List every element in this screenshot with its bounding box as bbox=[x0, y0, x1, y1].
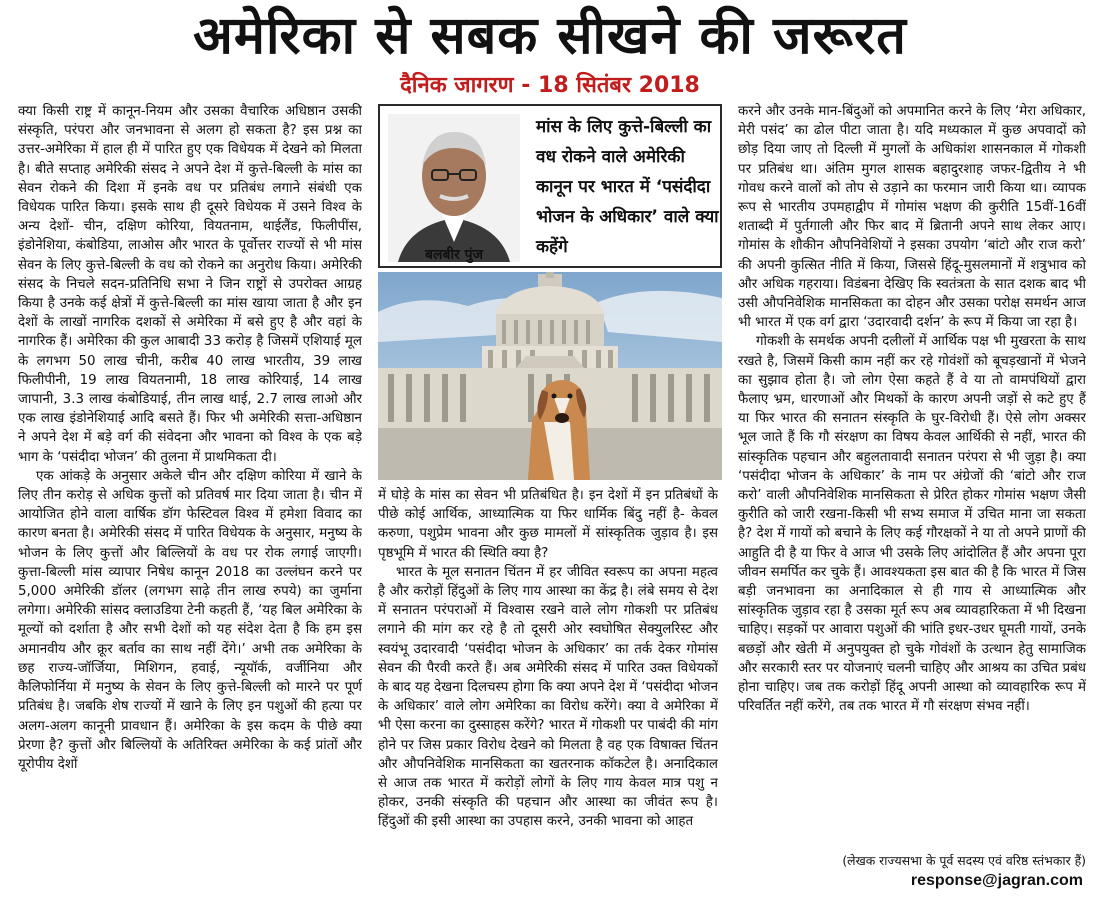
article-column-2 bbox=[378, 486, 718, 890]
paragraph: गोकशी के समर्थक अपनी दलीलों में आर्थिक पक्ष भी मुखरता के साथ रखते है, जिसमें किसी काम नहीं कर रहे गोवंशों को बूचड़खानों में भेजने का सुझाव होता है। जो लोग ऐसा कहते हैं वे या तो वामपंथियों द्वारा फैलाए भ्रम, धारणाओं और मिथकों के कारण अपनी जड़ों से कटे हुए हैं या फिर भारत की सनातन संस्कृति के घुर-विरोधी हैं। ऐसे लोग अक्सर भूल जाते हैं कि गौ संरक्षण का विषय केवल आर्थिकी से नहीं, भारत की सांस्कृतिक पहचान और बहुलतावादी सनातन परंपरा से भी जुड़ा है। क्या ‘पसंदीदा भोजन के अधिकार’ के नाम पर अंग्रेजों की ‘बांटो और राज करो’ वाली औपनिवेशिक मानसिकता से प्रेरित होकर गोमांस भक्षण जैसी कुरीति को जारी रखना-किसी भी सभ्य समाज में उचित माना जा सकता है? देश में गायों को बचाने के लिए कई गौरक्षकों ने या तो अपने प्राणों की आहुति दी है या फिर वे आज भी उसके लिए आंदोलित हैं और अपना पूरा जीवन समर्पित कर चुके हैं। आवश्यकता इस बात की है कि भारत में जिस बड़ी जनभावना का अनादिकाल से ही गाय से आध्यात्मिक और सांस्कृतिक जुड़ाव रहा है उसका मूर्त रूप अब व्यावहारिकता में भी दिखना चाहिए। सड़कों पर आवारा पशुओं की भांति इधर-उधर घूमती गायों, उनके बछड़ों और खेती में अनुपयुक्त हो चुके गोवंशों के उत्थान हेतु सामाजिक और सरकारी स्तर पर योजनाएं चलनी चाहिए और आश्रय का उचित प्रबंध होना चाहिए। जब तक करोड़ों हिंदू अपनी आस्था को व्यावहारिक रूप में परिवर्तित नहीं करेंगे, तब तक भारत में गौ संरक्षण संभव नहीं। bbox=[738, 334, 1086, 715]
headline: अमेरिका से सबक सीखने की जरूरत bbox=[193, 6, 907, 66]
paragraph: में घोड़े के मांस का सेवन भी प्रतिबंधित है। इन देशों में इन प्रतिबंधों के पीछे कोई आर्थिक, आध्यात्मिक या फिर धार्मिक बिंदु नहीं है- केवल करुणा, पशुप्रेम भावना और कुछ मामलों में सांस्कृतिक जुड़ाव है। इस पृष्ठभूमि में भारत की स्थिति क्या है? bbox=[378, 488, 718, 561]
response-email: response@jagran.com bbox=[910, 872, 1083, 889]
article-column-1 bbox=[18, 102, 362, 892]
author-infobox bbox=[378, 104, 722, 268]
paragraph: करने और उनके मान-बिंदुओं को अपमानित करने के लिए ‘मेरा अधिकार, मेरी पसंद’ का ढोल पीटा जाता है। यदि मध्यकाल में कुछ अपवादों को छोड़ दिया जाए तो दिल्ली में मुगलों के अधिकांश शासनकाल में गोकशी पर प्रतिबंध था। अंतिम मुगल शासक बहादुरशाह जफर-द्वितीय ने भी गोवध करने वालों को तोप से उड़ाने का फरमान जारी किया था। व्यापक रूप से भारतीय उपमहाद्वीप में गोमांस भक्षण की कुरीति 15वीं-16वीं शताब्दी में पुर्तगाली और फिर बाद में ब्रितानी अपने साथ लेकर आए। गोमांस के शौकीन औपनिवेशियों ने इसका उपयोग ‘बांटो और राज करो’ की अपनी कुत्सित नीति में किया, जिससे हिंदू-मुसलमानों में शत्रुभाव को और अधिक गहराया। विडंबना देखिए कि स्वतंत्रता के सात दशक बाद भी उसी औपनिवेशिक मानसिकता का दोहन और उसका परोक्ष समर्थन आज भी भारत में एक वर्ग द्वारा ‘उदारवादी दर्शन’ के रूप में किया जा रहा है। bbox=[738, 104, 1086, 331]
article-column-3 bbox=[738, 102, 1086, 856]
paragraph: क्या किसी राष्ट्र में कानून-नियम और उसका वैचारिक अधिष्ठान उसकी संस्कृति, परंपरा और जनभावना से अलग हो सकता है? इस प्रश्न का उत्तर-अमेरिका में हाल ही में पारित हुए एक विधेयक में देखने को मिलता है। बीते सप्ताह अमेरिकी संसद ने अपने देश में कुत्ते-बिल्ली के मांस का सेवन रोकने की दिशा में इनके वध पर प्रतिबंध लगाने संबंधी एक विधेयक पारित किया। इसके साथ ही दूसरे विधेयक में उसने विश्व के अन्य देशों- चीन, दक्षिण कोरिया, वियतनाम, थाईलैंड, फिलीपींस, इंडोनेशिया, कंबोडिया, लाओस और भारत के पूर्वोत्तर राज्यों से भी मांस सेवन के लिए कुत्ते-बिल्ली के वध को रोकने का अनुरोध किया। अमेरिकी संसद के निचले सदन-प्रतिनिधि सभा ने जिन राष्ट्रों से उपरोक्त आग्रह किया है उनके कई क्षेत्रों में कुत्ते-बिल्ली का मांस खाया जाता है और इन देशों के लाखों नागरिक दशकों से अमेरिका में बसे हुए है और वहां के नागरिक हैं। अमेरिका की कुल आबादी 33 करोड़ है जिसमें एशियाई मूल के लगभग 50 लाख चीनी, करीब 40 लाख भारतीय, 39 लाख फिलीपीनी, 19 लाख वियतनामी, 18 लाख कोरियाई, 14 लाख जापानी, 3.3 लाख कंबोडियाई, तीन लाख थाई, 2.7 लाख लाओ और एक लाख इंडोनेशियाई आदि बसते हैं। फिर भी अमेरिकी सत्ता-अधिष्ठान ने अपने देश में बड़े वर्ग की संवेदना और भावना को विश्व के एक बड़े भाग के ‘पसंदीदा भोजन’ की तुलना में प्राथमिकता दी। bbox=[18, 104, 362, 465]
author-portrait bbox=[388, 114, 520, 262]
author-footnote: (लेखक राज्यसभा के पूर्व सदस्य एवं वरिष्ठ स्तंभकार हैं) bbox=[842, 853, 1086, 868]
author-name: बलबीर पुंज bbox=[424, 247, 484, 263]
source-dateline: दैनिक जागरण - 18 सितंबर 2018 bbox=[400, 73, 700, 98]
capitol-dog-photo bbox=[378, 272, 722, 480]
paragraph: एक आंकड़े के अनुसार अकेले चीन और दक्षिण कोरिया में खाने के लिए तीन करोड़ से अधिक कुत्तों को प्रतिवर्ष मार दिया जाता है। चीन में आयोजित होने वाला वार्षिक डॉग फेस्टिवल विश्व में हमेशा विवाद का कारण बनता है। अमेरिकी संसद में पारित विधेयक के अनुसार, मनुष्य के भोजन के लिए कुत्तों और बिल्लियों के वध पर रोक लगाई जाएगी। कुत्ता-बिल्ली मांस व्यापार निषेध कानून 2018 का उल्लंघन करने पर 5,000 अमेरिकी डॉलर (लगभग साढ़े तीन लाख रुपये) का जुर्माना लगेगा। अमेरिकी सांसद क्लाउडिया टेनी कहती हैं, ‘यह बिल अमेरिका के मूल्यों को दर्शाता है और सभी देशों को यह संदेश देता है कि हम इस अमानवीय और क्रूर बर्ताव का साथ नहीं देंगे।’ अभी तक अमेरिका के छह राज्य-जॉर्जिया, मिशिगन, हवाई, न्यूयॉर्क, वर्जीनिया और कैलिफोर्निया में मनुष्य के सेवन के लिए कुत्ते-बिल्ली को मारने पर पूर्ण प्रतिबंध है। जबकि शेष राज्यों में खाने के लिए इन पशुओं की हत्या पर अलग-अलग कानूनी प्रावधान हैं। अमेरिका के इस कदम के पीछे क्या प्रेरणा है? कुत्तों और बिल्लियों के अतिरिक्त अमेरिका के कई प्रांतों और यूरोपीय देशों bbox=[18, 468, 362, 772]
paragraph: भारत के मूल सनातन चिंतन में हर जीवित स्वरूप का अपना महत्व है और करोड़ों हिंदुओं के लिए गाय आस्था का केंद्र है। लंबे समय से देश में सनातन परंपराओं में विश्वास रखने वाले लोग गोकशी पर प्रतिबंध लगाने की मांग कर रहे है तो दूसरी ओर स्वघोषित सेक्युलरिस्ट और स्वयंभू उदारवादी ‘पसंदीदा भोजन के अधिकार’ का तर्क देकर गोमांस सेवन की पैरवी करते हैं। अब अमेरिकी संसद में पारित उक्त विधेयकों के बाद यह देखना दिलचस्प होगा कि क्या अपने देश में ‘पसंदीदा भोजन के अधिकार’ वाले लोग अमेरिका का विरोध करेंगे। क्या वे अमेरिका में भी ऐसा करना का दुस्साहस करेंगे? भारत में गोकशी पर पाबंदी की मांग होने पर जिस प्रकार विरोध देखने को मिलता है वह एक विषाक्त चिंतन और औपनिवेशिक मानसिकता का खतरनाक कॉकटेल है। अनादिकाल से आज तक भारत में करोड़ों लोगों के लिए गाय केवल मात्र पशु न होकर, उनकी संस्कृति की पहचान और आस्था का जीवंत रूप है। हिंदुओं की इसी आस्था का उपहास करने, उनकी भावना को आहत bbox=[378, 564, 718, 830]
teaser-quote: मांस के लिए कुत्ते-बिल्ली का वध रोकने वाले अमेरिकी कानून पर भारत में ‘पसंदीदा भोजन के अधिकार’ वाले क्या कहेंगे bbox=[536, 117, 719, 257]
